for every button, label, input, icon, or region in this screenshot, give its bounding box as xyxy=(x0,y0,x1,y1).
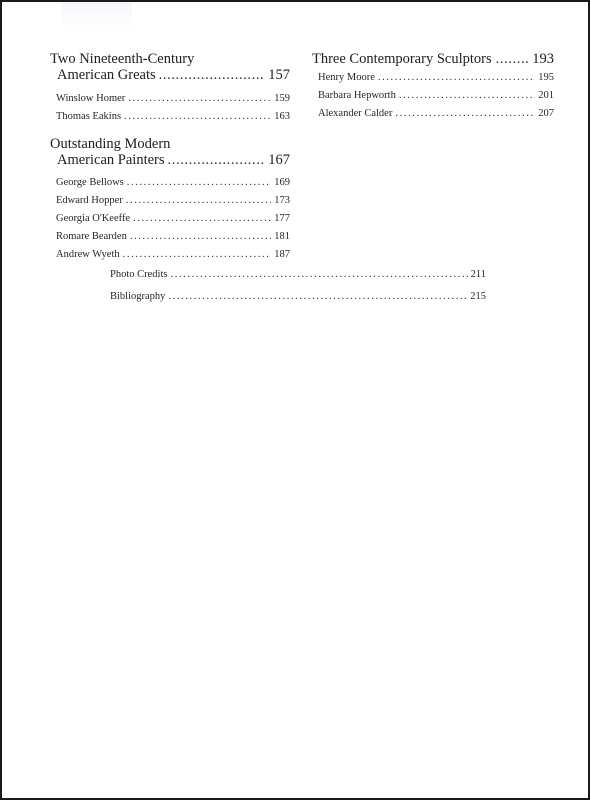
toc-section-two-nineteenth-century xyxy=(50,51,290,126)
section-title-line2-row xyxy=(50,152,290,168)
section-title-row xyxy=(312,51,554,67)
section-title-line2: American Greats xyxy=(57,67,156,83)
toc-entry xyxy=(312,87,554,105)
toc-entry xyxy=(50,192,290,210)
entry-name: Barbara Hepworth xyxy=(318,90,396,101)
section-title-line2-row xyxy=(50,67,290,83)
entry-name: Winslow Homer xyxy=(56,93,126,104)
leader-dots xyxy=(133,210,271,228)
section-title-line1: Three Contemporary Sculptors xyxy=(312,51,492,67)
entry-page-number: 173 xyxy=(274,195,290,206)
entry-name: Henry Moore xyxy=(318,72,375,83)
leader-dots xyxy=(496,51,529,67)
leader-dots xyxy=(123,246,272,264)
section-page-number: 193 xyxy=(532,51,554,67)
section-title xyxy=(312,51,554,67)
section-title-line1: Outstanding Modern xyxy=(50,136,171,152)
toc-entry xyxy=(110,286,486,308)
entry-name: Georgia O'Keeffe xyxy=(56,213,131,224)
entry-name: Alexander Calder xyxy=(318,108,393,119)
toc-entry xyxy=(50,90,290,108)
leader-dots xyxy=(378,69,535,87)
entry-page-number: 195 xyxy=(538,72,554,83)
section-page-number: 157 xyxy=(268,67,290,83)
entry-page-number: 201 xyxy=(538,90,554,101)
section-title-line2: American Painters xyxy=(57,152,165,168)
leader-dots xyxy=(395,105,535,123)
scan-shadow xyxy=(62,2,132,32)
entry-name: Romare Bearden xyxy=(56,231,127,242)
entry-page-number: 177 xyxy=(274,213,290,224)
toc-entry xyxy=(110,264,486,286)
entry-page-number: 187 xyxy=(274,249,290,260)
toc-entry xyxy=(50,108,290,126)
leader-dots xyxy=(130,228,271,246)
toc-back-matter xyxy=(110,264,486,308)
leader-dots xyxy=(170,264,467,286)
entry-name: Bibliography xyxy=(110,291,166,302)
entry-page-number: 207 xyxy=(538,108,554,119)
leader-dots xyxy=(124,108,271,126)
entry-name: Andrew Wyeth xyxy=(56,249,120,260)
entry-page-number: 159 xyxy=(274,93,290,104)
toc-entry xyxy=(50,210,290,228)
toc-entry xyxy=(50,228,290,246)
section-title xyxy=(50,136,290,168)
toc-entry xyxy=(50,246,290,264)
entry-page-number: 215 xyxy=(470,291,486,302)
leader-dots xyxy=(127,174,271,192)
leader-dots xyxy=(159,67,266,83)
entry-name: Thomas Eakins xyxy=(56,111,122,122)
leader-dots xyxy=(168,286,467,308)
entry-name: Edward Hopper xyxy=(56,195,123,206)
entry-name: George Bellows xyxy=(56,177,124,188)
section-title xyxy=(50,51,290,83)
toc-section-three-contemporary-sculptors xyxy=(312,51,554,123)
leader-dots xyxy=(126,192,271,210)
toc-entry xyxy=(312,69,554,87)
entry-page-number: 163 xyxy=(274,111,290,122)
leader-dots xyxy=(399,87,535,105)
leader-dots xyxy=(128,90,271,108)
leader-dots xyxy=(168,152,266,168)
section-page-number: 167 xyxy=(268,152,290,168)
toc-entry xyxy=(312,105,554,123)
toc-section-outstanding-modern xyxy=(50,136,290,264)
entry-page-number: 181 xyxy=(274,231,290,242)
section-title-line1: Two Nineteenth-Century xyxy=(50,51,195,67)
entry-page-number: 169 xyxy=(274,177,290,188)
entry-page-number: 211 xyxy=(470,269,486,280)
toc-entry xyxy=(50,174,290,192)
entry-name: Photo Credits xyxy=(110,269,168,280)
